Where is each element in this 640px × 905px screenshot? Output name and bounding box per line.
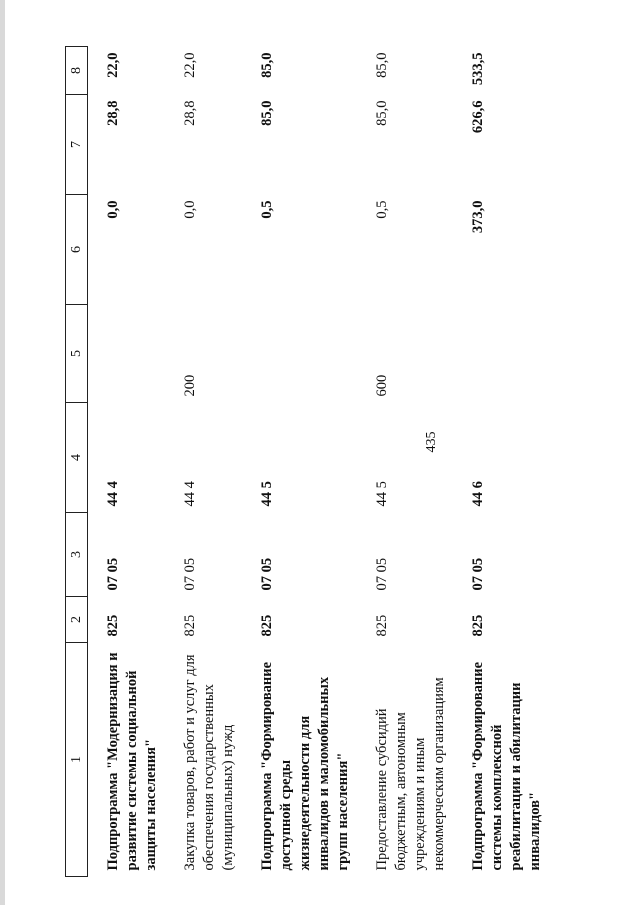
- header-col-8: 8: [66, 47, 88, 95]
- row-value-6: 0,5: [374, 200, 390, 219]
- row-name: Подпрограмма "Модернизация и развитие системы социальной защиты населения": [105, 652, 159, 871]
- header-col-3: 3: [66, 513, 88, 597]
- row-value-6: 0,0: [182, 200, 198, 219]
- header-col-6: 6: [66, 195, 88, 305]
- table-row: [100, 47, 165, 877]
- row-value-7: 85,0: [259, 100, 275, 126]
- row-type: 600: [374, 374, 390, 397]
- row-section: 07 05: [259, 557, 275, 591]
- row-value-6: 0,0: [105, 200, 121, 219]
- row-value-8: 85,0: [259, 52, 275, 78]
- table-row: [465, 47, 549, 877]
- row-code: 825: [105, 614, 121, 637]
- row-type: 200: [182, 374, 198, 397]
- row-section: 07 05: [105, 557, 121, 591]
- row-target: 44 5: [259, 481, 275, 507]
- header-col-4: 4: [66, 403, 88, 513]
- row-target: 44 5: [374, 481, 390, 507]
- row-name: Подпрограмма "Формирование системы комплексной реабилитации и абилитации инвалидов": [470, 661, 543, 871]
- page-number-text: 435: [424, 431, 439, 453]
- row-code: 825: [259, 614, 275, 637]
- row-value-6: 0,5: [259, 200, 275, 219]
- table-header-row: [66, 47, 88, 877]
- row-value-7: 85,0: [374, 100, 390, 126]
- row-value-7: 28,8: [105, 100, 121, 126]
- header-col-2: 2: [66, 597, 88, 643]
- table-row: [254, 47, 357, 877]
- row-code: 825: [374, 614, 390, 637]
- row-code: 825: [182, 614, 198, 637]
- header-col-7: 7: [66, 95, 88, 195]
- row-name: Подпрограмма "Формирование доступной среды жизнедеятельности для инвалидов и маломобильных групп населения": [259, 661, 351, 871]
- header-col-1: 1: [66, 643, 88, 877]
- row-section: 07 05: [182, 557, 198, 591]
- row-value-8: 85,0: [374, 52, 390, 78]
- row-code: 825: [470, 614, 486, 637]
- row-type: [254, 305, 357, 403]
- table-row: [369, 47, 453, 877]
- row-value-8: 22,0: [182, 52, 198, 78]
- row-name: Закупка товаров, работ и услуг для обеспечения государственных (муниципальных) нужд: [182, 654, 236, 871]
- row-value-8: 22,0: [105, 52, 121, 78]
- row-value-8: 533,5: [470, 52, 486, 86]
- budget-table: [65, 46, 549, 877]
- row-target: 44 6: [470, 481, 486, 507]
- row-value-7: 28,8: [182, 100, 198, 126]
- row-type: [465, 305, 549, 403]
- rotated-table-container: [65, 47, 640, 877]
- header-col-5: 5: [66, 305, 88, 403]
- row-target: 44 4: [182, 481, 198, 507]
- scan-edge: [0, 0, 5, 905]
- row-value-6: 373,0: [470, 200, 486, 234]
- row-type: [100, 305, 165, 403]
- row-section: 07 05: [374, 557, 390, 591]
- table-row: [177, 47, 242, 877]
- row-section: 07 05: [470, 557, 486, 591]
- row-target: 44 4: [105, 481, 121, 507]
- row-name: Предоставление субсидий бюджетным, автономным учреждениям и иным некоммерческим организациям: [374, 677, 447, 871]
- row-value-7: 626,6: [470, 100, 486, 134]
